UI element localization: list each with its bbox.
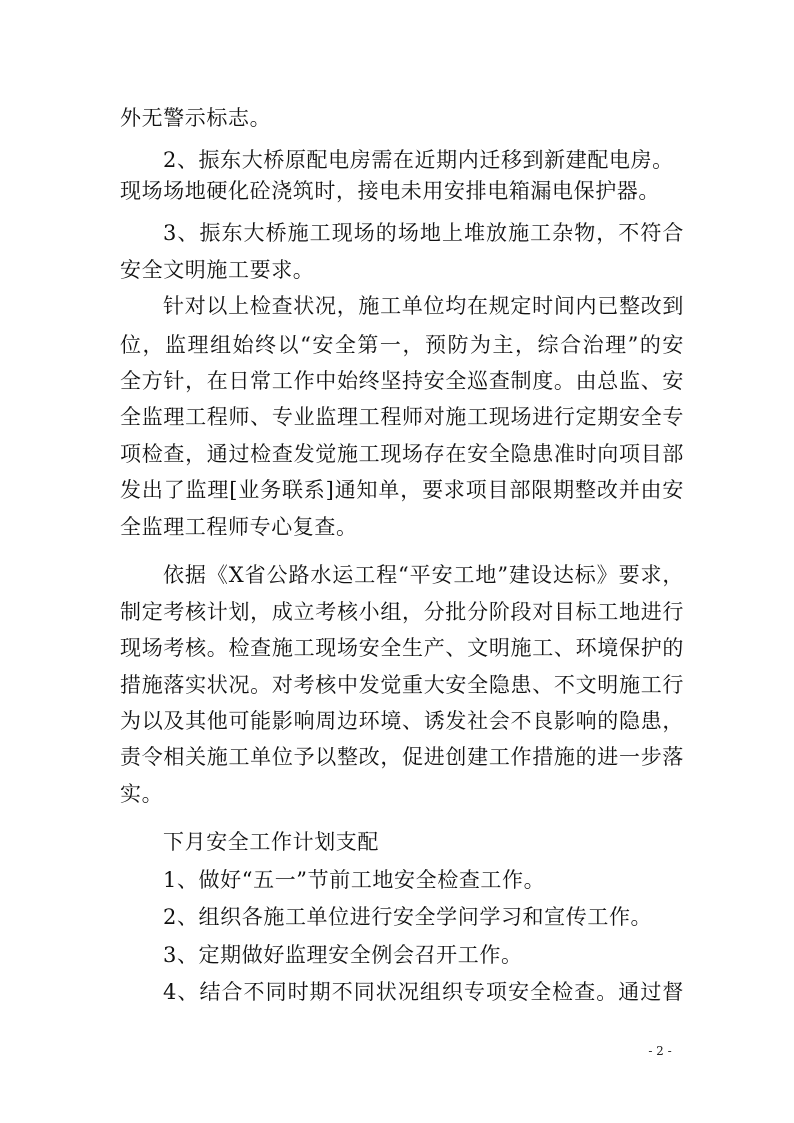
list-item: 1、做好“五一”节前工地安全检查工作。 xyxy=(163,868,546,892)
text-line: 3、振东大桥施工现场的场地上堆放施工杂物，不符合 xyxy=(163,221,684,245)
text-line: 为以及其他可能影响周边环境、诱发社会不良影响的隐患， xyxy=(120,709,684,733)
list-item: 3、定期做好监理安全例会召开工作。 xyxy=(163,943,523,967)
text-line: 外无警示标志。 xyxy=(120,106,272,130)
text-line: 现场考核。检查施工现场安全生产、文明施工、环境保护的 xyxy=(120,636,684,660)
text-line: 针对以上检查状况，施工单位均在规定时间内已整改到 xyxy=(163,294,684,318)
text-line: 制定考核计划，成立考核小组，分批分阶段对目标工地进行 xyxy=(120,600,684,624)
text-line: 依据《X省公路水运工程“平安工地”建设达标》要求， xyxy=(163,563,684,587)
text-line: 责令相关施工单位予以整改，促进创建工作措施的进一步落 xyxy=(120,745,684,769)
text-line: 现场场地硬化砼浇筑时，接电未用安排电箱漏电保护器。 xyxy=(120,179,660,203)
text-line: 2、振东大桥原配电房需在近期内迁移到新建配电房。 xyxy=(163,148,674,172)
text-line: 全监理工程师、专业监理工程师对施工现场进行定期安全专 xyxy=(120,405,684,429)
text-line: 发出了监理[业务联系]通知单，要求项目部限期整改并由安 xyxy=(120,478,684,502)
text-line: 安全文明施工要求。 xyxy=(120,258,315,282)
text-line: 全方针，在日常工作中始终坚持安全巡查制度。由总监、安 xyxy=(120,369,684,393)
text-line: 项检查，通过检查发觉施工现场存在安全隐患准时向项目部 xyxy=(120,442,684,466)
section-heading: 下月安全工作计划支配 xyxy=(163,830,379,854)
list-item: 4、结合不同时期不同状况组织专项安全检查。通过督 xyxy=(163,980,684,1004)
list-item: 2、组织各施工单位进行安全学问学习和宣传工作。 xyxy=(163,905,653,929)
text-line: 位，监理组始终以“安全第一，预防为主，综合治理”的安 xyxy=(120,333,684,357)
text-line: 全监理工程师专心复查。 xyxy=(120,515,358,539)
text-line: 实。 xyxy=(120,782,164,806)
page-number: - 2 - xyxy=(648,1044,672,1058)
text-line: 措施落实状况。对考核中发觉重大安全隐患、不文明施工行 xyxy=(120,673,684,697)
